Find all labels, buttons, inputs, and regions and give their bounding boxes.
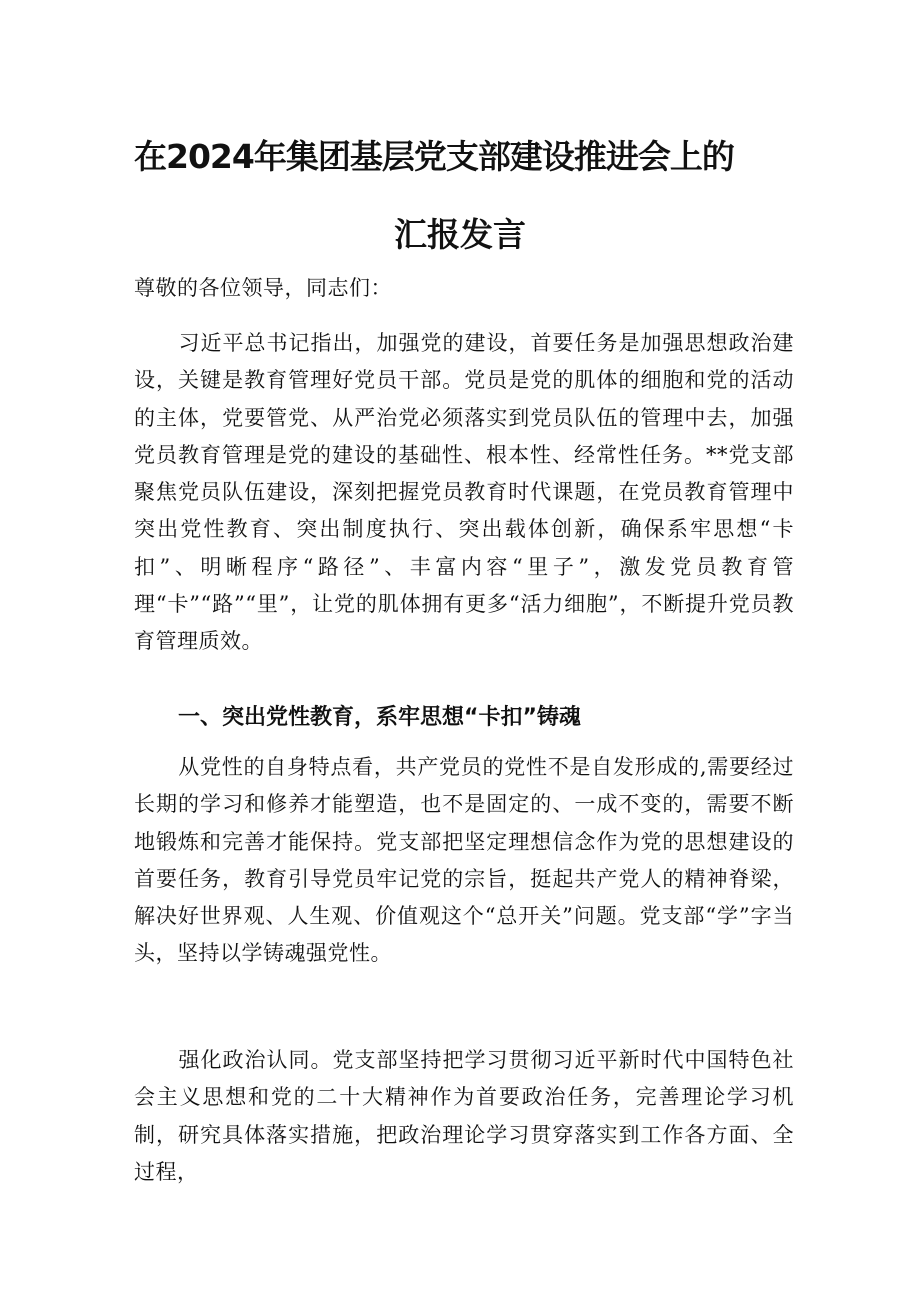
paragraph-3 xyxy=(134,1042,794,1191)
paragraph-2-text: 从党性的自身特点看，共产党员的党性不是自发形成的,需要经过长期的学习和修养才能塑造，也不是固定的、一成不变的，需要不断地锻炼和完善才能保持。党支部把坚定理想信念作为党的思想建设的首要任务，教育引导党员牢记党的宗旨，挺起共产党人的精神脊梁，解决好世界观、人生观、价值观这个“总开关”问题。党支部“学”字当头，坚持以学铸魂强党性。 xyxy=(134,755,794,966)
section-1-heading: 一、突出党性教育，系牢思想“卡扣”铸魂 xyxy=(178,705,581,730)
paragraph-1 xyxy=(134,325,794,661)
salutation: 尊敬的各位领导，同志们： xyxy=(134,276,392,300)
document-title-line-2: 汇报发言 xyxy=(394,215,526,254)
document-title-line-1: 在2024年集团基层党支部建设推进会上的 xyxy=(134,137,734,176)
paragraph-1-text: 习近平总书记指出，加强党的建设，首要任务是加强思想政治建设，关键是教育管理好党员干部。党员是党的肌体的细胞和党的活动的主体，党要管党、从严治党必须落实到党员队伍的管理中去，加强党员教育管理是党的建设的基础性、根本性、经常性任务。**党支部聚焦党员队伍建设，深刻把握党员教育时代课题，在党员教育管理中突出党性教育、突出制度执行、突出载体创新，确保系牢思想“卡扣”、明晰程序“路径”、丰富内容“里子”，激发党员教育管理“卡”“路”“里”，让党的肌体拥有更多“活力细胞”，不断提升党员教育管理质效。 xyxy=(134,331,794,654)
paragraph-2 xyxy=(134,749,794,973)
paragraph-3-text: 强化政治认同。党支部坚持把学习贯彻习近平新时代中国特色社会主义思想和党的二十大精神作为首要政治任务，完善理论学习机制，研究具体落实措施，把政治理论学习贯穿落实到工作各方面、全过程， xyxy=(134,1048,794,1184)
